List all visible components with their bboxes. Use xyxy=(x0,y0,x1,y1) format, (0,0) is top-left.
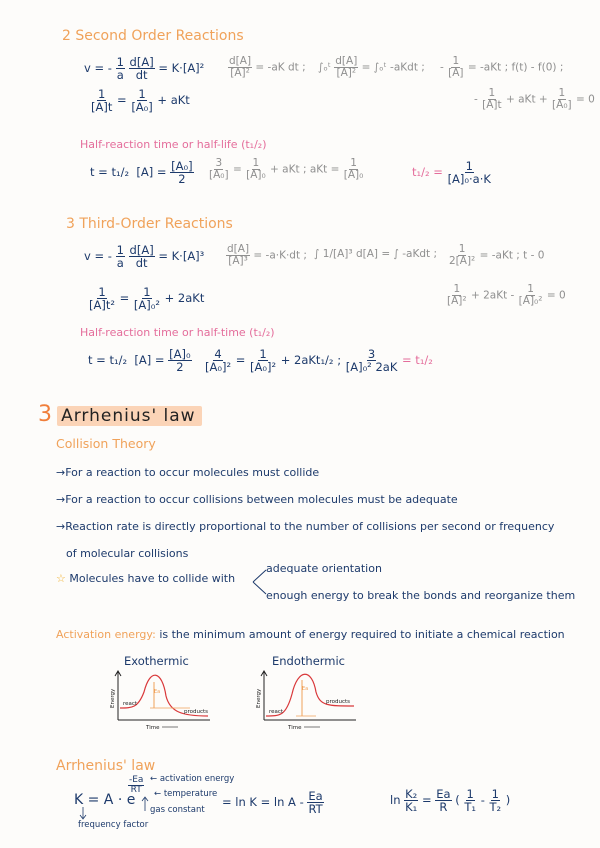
endothermic-title: Endothermic xyxy=(272,654,346,668)
sec2-derivation-4: - $\frac{1}{[A]t}$ + aKt + $\frac{1}{\text{[A₀]}}$ = 0 xyxy=(474,87,595,112)
react-label: react xyxy=(123,701,138,707)
bullet-3-continued: of molecular collisions xyxy=(66,547,189,560)
arrhenius-heading xyxy=(38,402,202,427)
molecules-line: ☆ Molecules have to collide with xyxy=(56,572,236,585)
sec2-rate-law: v = - $\frac{1}{a}$ $\frac{d[A]}{dt}$ = K·[A]² xyxy=(84,55,205,83)
sec2-half-result: t₁/₂ = $\frac{1}{\text{[A]₀·a·K}}$ xyxy=(412,159,491,187)
endothermic-diagram xyxy=(256,668,366,732)
log-form-equation: = ln K = ln A - $\frac{Ea}{RT}$ xyxy=(222,789,323,817)
activation-energy-definition: Activation energy: is the minimum amount of energy required to initiate a chemical reaction xyxy=(56,628,565,641)
annotation-gas-constant: gas constant xyxy=(150,805,205,815)
exothermic-diagram xyxy=(110,668,220,732)
sec2-derivation-3: - $\frac{1}{[A]}$ = -aKt ; f(t) - f(0) ; xyxy=(440,55,564,80)
arrow-up-icon xyxy=(140,796,150,812)
condition-energy: enough energy to break the bonds and reorganize them xyxy=(266,589,576,602)
sec3-title: 3 Third-Order Reactions xyxy=(66,216,233,232)
sec2-derivation-1: $\frac{d[A]}{\text{[A]²}}$ = -aK dt ; xyxy=(229,55,306,80)
condition-orientation: adequate orientation xyxy=(266,562,382,575)
x-axis-label: Time xyxy=(146,725,160,731)
ea-label: Ea xyxy=(154,689,161,695)
exponent: $\frac{-Ea}{RT}$ xyxy=(129,775,144,796)
react-label: react xyxy=(269,709,284,715)
products-label: products xyxy=(184,709,209,715)
annotation-activation-energy: ← activation energy xyxy=(150,774,235,784)
sec3-half-life-title: Half-reaction time or half-time (t₁/₂) xyxy=(80,326,275,339)
exothermic-title: Exothermic xyxy=(124,654,189,668)
y-axis-label: Energy xyxy=(110,688,116,708)
sec3-derivation-2: ∫ 1/[A]³ d[A] = ∫ -aKdt ; xyxy=(314,248,438,260)
sec3-integrated-law: $\frac{1}{\text{[A]t²}}$ = $\frac{1}{\text{[A]₀²}}$ + 2aKt xyxy=(89,285,205,313)
products-label: products xyxy=(326,699,351,705)
sec3-derivation-1: $\frac{d[A]}{\text{[A]³}}$ = -a·K·dt ; xyxy=(227,243,307,268)
sec2-integrated-law: $\frac{1}{[A]t}$ = $\frac{1}{\text{[A₀]}}$ + aKt xyxy=(91,87,190,115)
arrow-down-icon xyxy=(78,806,88,820)
sec2-half-derivation: $\frac{3}{\text{[A₀]}}$ = $\frac{1}{\text{[A]₀}}$ + aKt ; aKt = $\frac{1}{\text{[A]₀}}$ xyxy=(209,157,364,182)
x-axis-label: Time xyxy=(288,725,302,731)
sec3-derivation-4: $\frac{1}{\text{[A]²}}$ + 2aKt - $\frac{1}{\text{[A]₀²}}$ = 0 xyxy=(447,283,566,308)
annotation-temperature: ← temperature xyxy=(154,789,218,799)
section-number: 3 xyxy=(38,402,52,427)
sec2-half-condition: t = t₁/₂ [A] = $\frac{\text{[A₀]}}{2}$ xyxy=(90,159,193,187)
sec3-half-condition: t = t₁/₂ [A] = $\frac{\text{[A]₀}}{2}$ xyxy=(88,347,191,375)
star-icon: ☆ xyxy=(56,572,66,585)
collision-theory-title: Collision Theory xyxy=(56,436,156,451)
sec2-half-life-title: Half-reaction time or half-life (t₁/₂) xyxy=(80,138,267,151)
sec2-title: 2 Second Order Reactions xyxy=(62,28,244,44)
sec2-derivation-2: ∫ₒᵗ $\frac{d[A]}{\text{[A]²}}$ = ∫ₒᵗ -aKdt ; xyxy=(318,55,425,80)
bullet-1: →For a reaction to occur molecules must collide xyxy=(56,466,320,479)
two-temperature-equation: ln $\frac{\text{K₂}}{\text{K₁}}$ = $\frac{Ea}{R}$ ( $\frac{1}{\text{T₁}}$ - $\frac{1}{\text{T₂}}$ ) xyxy=(390,787,511,815)
sec3-half-derivation: $\frac{4}{\text{[A₀]²}}$ = $\frac{1}{\text{[A₀]²}}$ + 2aKt₁/₂ ; $\frac{3}{\text{[A]₀² 2aK}}$ = t₁/₂ xyxy=(205,347,433,375)
bullet-2: →For a reaction to occur collisions between molecules must be adequate xyxy=(56,493,458,506)
bullet-3: →Reaction rate is directly proportional to the number of collisions per second or frequency xyxy=(56,520,555,533)
arrhenius-title: Arrhenius' law xyxy=(57,406,202,426)
sec3-rate-law: v = - $\frac{1}{a}$ $\frac{d[A]}{dt}$ = K·[A]³ xyxy=(84,243,205,271)
y-axis-label: Energy xyxy=(256,688,262,708)
arrhenius-equation: K = A · e xyxy=(74,792,136,808)
ea-label: Ea xyxy=(302,686,309,692)
sec3-derivation-3: $\frac{1}{\text{2[A]²}}$ = -aKt ; t - 0 xyxy=(449,243,545,268)
arrhenius-law-title: Arrhenius' law xyxy=(56,758,156,774)
annotation-frequency-factor: frequency factor xyxy=(78,820,149,830)
